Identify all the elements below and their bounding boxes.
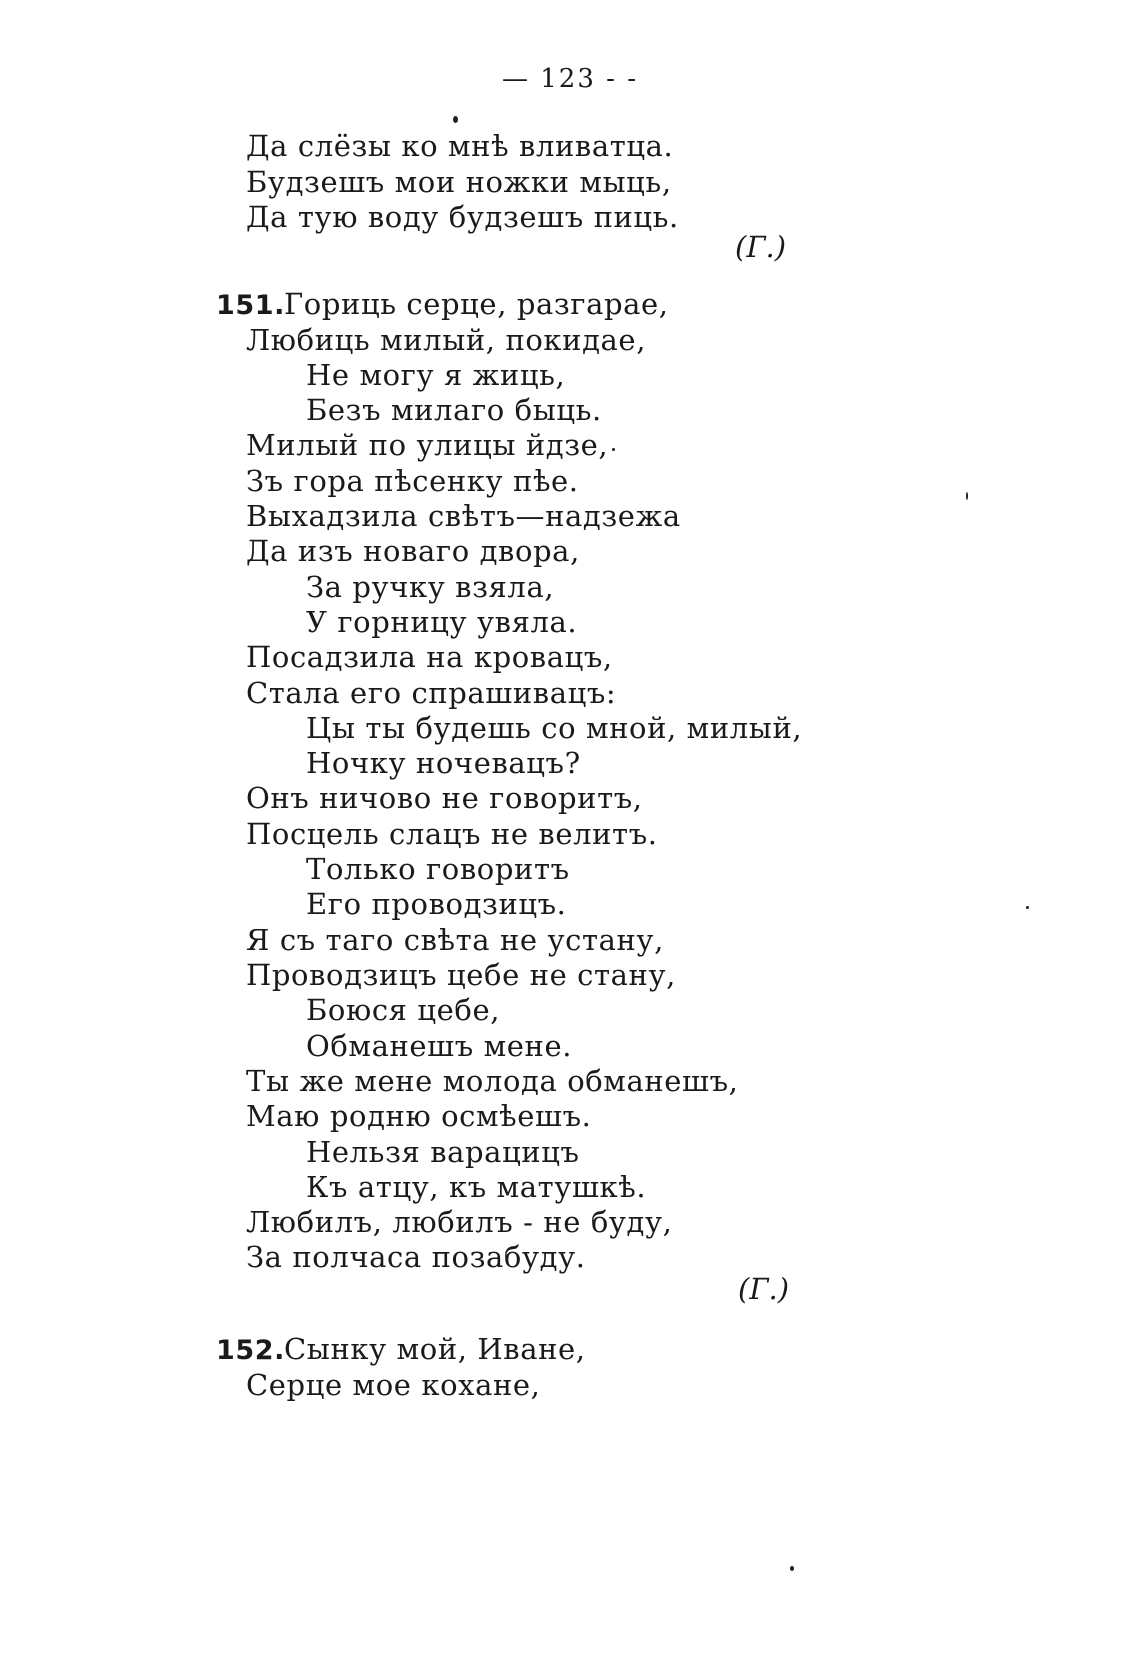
scan-speck (453, 116, 458, 123)
scan-speck (790, 1566, 794, 1571)
scan-speck (966, 492, 968, 500)
verse-line: За полчаса позабуду. (246, 1240, 586, 1274)
verse-line: Гориць серце, разгарае, (284, 287, 669, 321)
song-number: 152. (216, 1335, 286, 1366)
verse-line: Нельзя варацицъ (306, 1135, 580, 1169)
verse-line: Будзешъ мои ножки мыць, (246, 165, 672, 199)
source-signature: (Г.) (738, 1272, 790, 1306)
verse-line: Къ атцу, къ матушкѣ. (306, 1170, 647, 1204)
verse-line: Стала его спрашивацъ: (246, 676, 617, 710)
verse-line: Да тую воду будзешъ пиць. (246, 200, 679, 234)
verse-line: Сынку мой, Иване, (284, 1332, 586, 1366)
song-number: 151. (216, 290, 286, 321)
verse-line: Обманешъ мене. (306, 1029, 573, 1063)
verse-line: Боюся цебе, (306, 993, 501, 1027)
verse-line: За ручку взяла, (306, 570, 555, 604)
verse-line: Посадзила на кровацъ, (246, 640, 613, 674)
source-signature: (Г.) (735, 230, 787, 264)
verse-line: Любиць милый, покидае, (246, 323, 647, 357)
verse-line: Ночку ночевацъ? (306, 746, 581, 780)
verse-line: Милый по улицы йдзе, (246, 428, 609, 462)
verse-line: Зъ гора пѣсенку пѣе. (246, 464, 579, 498)
verse-line: Проводзицъ цебе не стану, (246, 958, 676, 992)
verse-line: Ты же мене молода обманешъ, (246, 1064, 739, 1098)
verse-line: Его проводзицъ. (306, 887, 567, 921)
verse-line: Маю родню осмѣешъ. (246, 1099, 592, 1133)
verse-line: Цы ты будешь со мной, милый, (306, 711, 803, 745)
verse-line: Только говоритъ (306, 852, 570, 886)
verse-line: Серце мое кохане, (246, 1368, 541, 1402)
scan-speck (1026, 906, 1029, 909)
verse-line: Выхадзила свѣтъ—надзежа (246, 499, 681, 533)
verse-line: Не могу я жиць, (306, 358, 566, 392)
verse-line: Любилъ, любилъ - не буду, (246, 1205, 673, 1239)
verse-line: Да слёзы ко мнѣ вливатца. (246, 129, 674, 163)
verse-line: Безъ милаго быць. (306, 393, 602, 427)
scan-speck (612, 448, 615, 451)
verse-line: У горницу увяла. (306, 605, 578, 639)
page-header: — 123 - - (502, 64, 638, 94)
verse-line: Посцель слацъ не велитъ. (246, 817, 658, 851)
verse-line: Я съ таго свѣта не устану, (246, 923, 664, 957)
verse-line: Онъ ничово не говоритъ, (246, 781, 643, 815)
verse-line: Да изъ новаго двора, (246, 534, 580, 568)
